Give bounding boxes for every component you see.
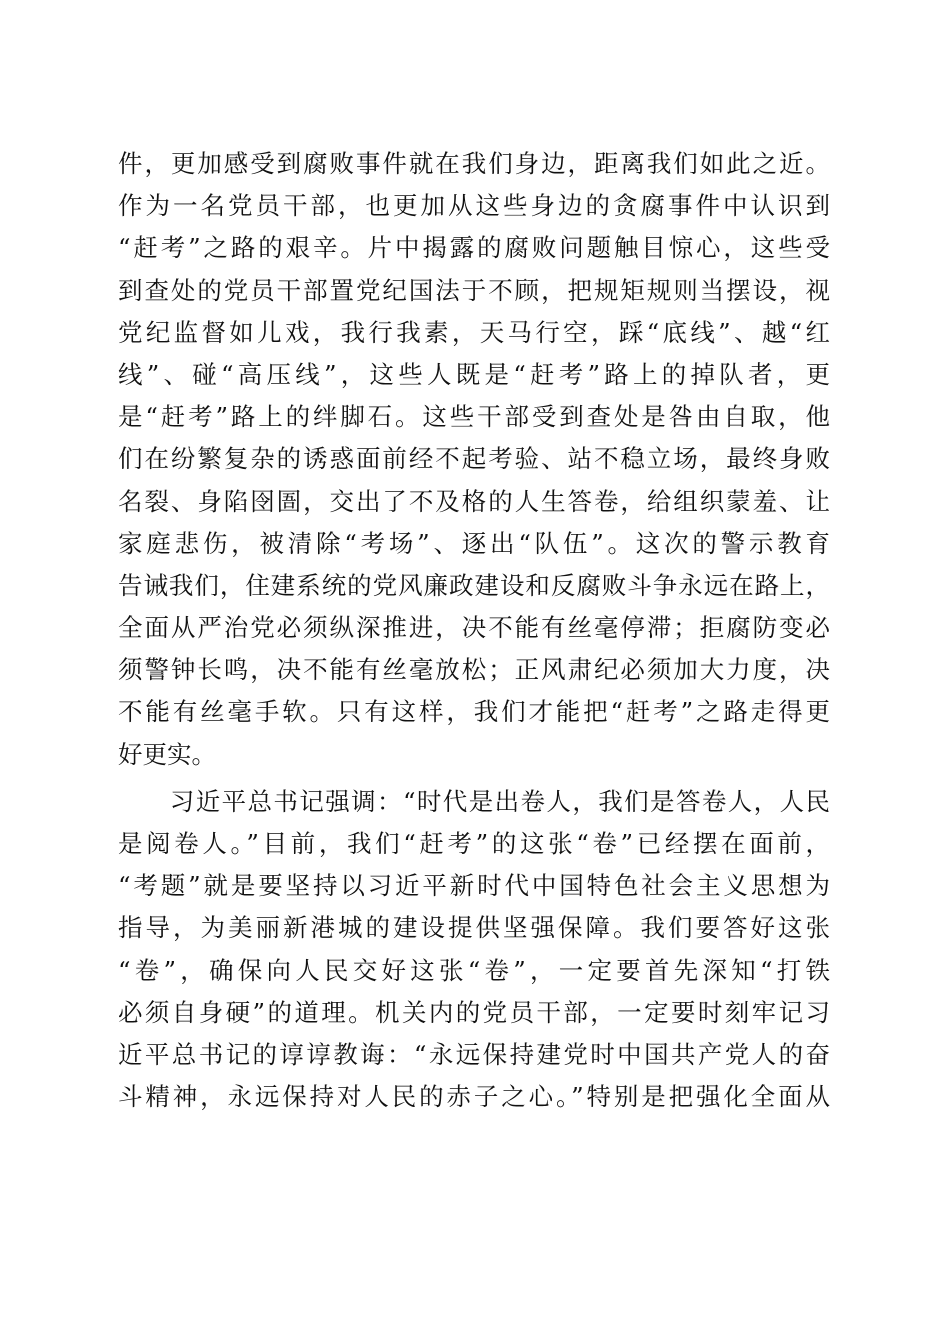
paragraph-1-line-11: 告诫我们，住建系统的党风廉政建设和反腐败斗争永远在路上， (118, 570, 830, 600)
document-body (118, 143, 830, 1118)
paragraph-1-line-2: 作为一名党员干部，也更加从这些身边的贪腐事件中认识到 (118, 191, 830, 221)
paragraph-1-line-7: 是“赶考”路上的绊脚石。这些干部受到查处是咎由自取，他 (118, 402, 830, 432)
paragraph-2-line-2: 是阅卷人。”目前，我们“赶考”的这张“卷”已经摆在面前， (118, 829, 830, 858)
paragraph-1-line-5: 党纪监督如儿戏，我行我素，天马行空，踩“底线”、越“红 (118, 317, 830, 347)
paragraph-2-line-5: “卷”，确保向人民交好这张“卷”，一定要首先深知“打铁 (118, 955, 830, 985)
paragraph-1 (118, 143, 830, 776)
paragraph-1-line-15: 好更实。 (118, 739, 216, 769)
paragraph-2-line-7: 近平总书记的谆谆教诲：“永远保持建党时中国共产党人的奋 (118, 1039, 830, 1069)
paragraph-2-line-8: 斗精神，永远保持对人民的赤子之心。”特别是把强化全面从 (118, 1082, 830, 1112)
paragraph-1-line-8: 们在纷繁复杂的诱惑面前经不起考验、站不稳立场，最终身败 (118, 444, 830, 474)
paragraph-1-line-1: 件，更加感受到腐败事件就在我们身边，距离我们如此之近。 (118, 149, 830, 178)
paragraph-1-line-14: 不能有丝毫手软。只有这样，我们才能把“赶考”之路走得更 (118, 697, 830, 727)
paragraph-2-line-1: 习近平总书记强调：“时代是出卷人，我们是答卷人，人民 (118, 786, 830, 816)
paragraph-1-line-4: 到查处的党员干部置党纪国法于不顾，把规矩规则当摆设，视 (118, 275, 830, 305)
paragraph-2-line-4: 指导，为美丽新港城的建设提供坚强保障。我们要答好这张 (118, 913, 830, 943)
paragraph-2-line-6: 必须自身硬”的道理。机关内的党员干部，一定要时刻牢记习 (118, 997, 830, 1027)
paragraph-1-line-12: 全面从严治党必须纵深推进，决不能有丝毫停滞；拒腐防变必 (118, 613, 830, 643)
paragraph-1-line-3: “赶考”之路的艰辛。片中揭露的腐败问题触目惊心，这些受 (118, 233, 830, 263)
paragraph-1-line-9: 名裂、身陷囹圄，交出了不及格的人生答卷，给组织蒙羞、让 (118, 486, 830, 516)
paragraph-2-line-3: “考题”就是要坚持以习近平新时代中国特色社会主义思想为 (118, 871, 830, 901)
paragraph-1-line-10: 家庭悲伤，被清除“考场”、逐出“队伍”。这次的警示教育 (118, 528, 830, 558)
paragraph-1-line-13: 须警钟长鸣，决不能有丝毫放松；正风肃纪必须加大力度，决 (118, 655, 830, 685)
paragraph-2 (118, 781, 830, 1119)
paragraph-1-line-6: 线”、碰“高压线”，这些人既是“赶考”路上的掉队者，更 (118, 359, 830, 389)
